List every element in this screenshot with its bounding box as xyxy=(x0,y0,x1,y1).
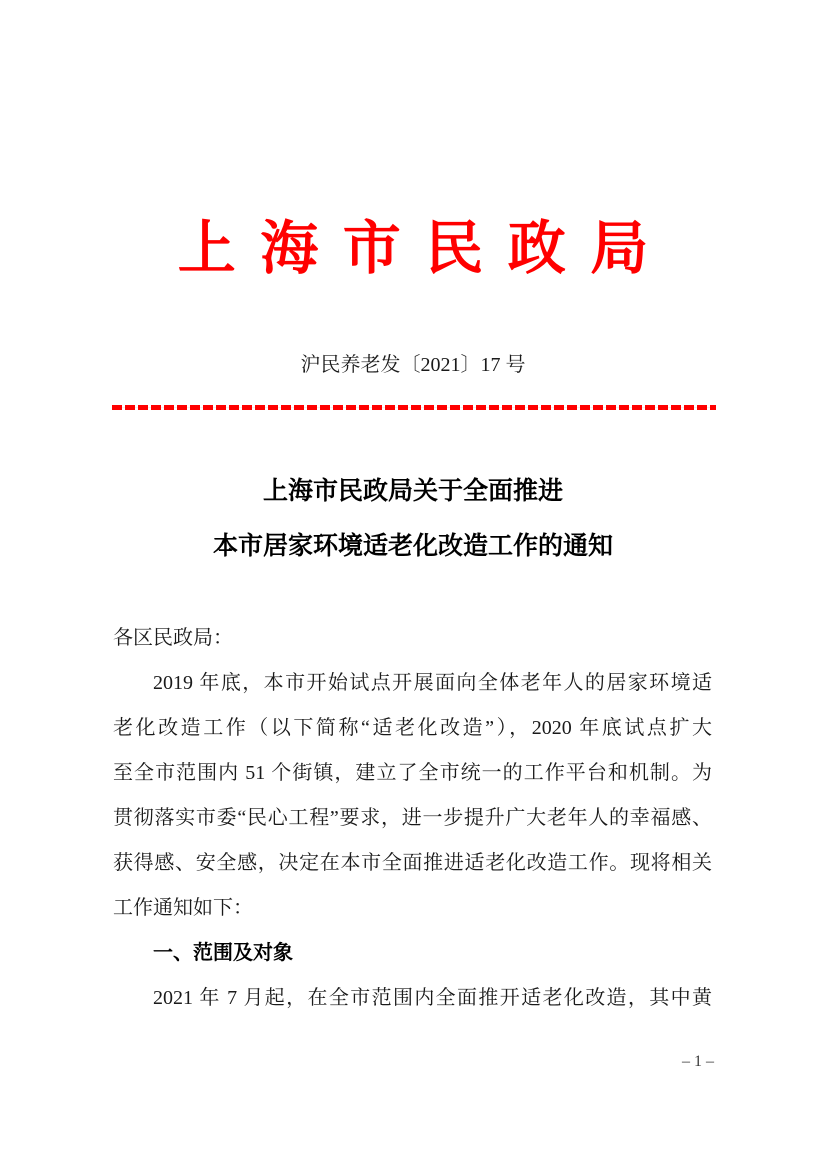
title-line-1: 上海市民政局关于全面推进 xyxy=(262,478,563,505)
paragraph-line: 老化改造工作（以下简称“适老化改造”），2020 年底试点扩大 xyxy=(113,717,712,739)
document-body xyxy=(113,616,712,1021)
document-title xyxy=(0,464,826,574)
section-heading: 一、范围及对象 xyxy=(153,942,293,964)
paragraph-line: 贯彻落实市委“民心工程”要求，进一步提升广大老年人的幸福感、 xyxy=(113,807,712,829)
salutation: 各区民政局： xyxy=(113,627,233,649)
agency-name: 上 海 市 民 政 局 xyxy=(177,216,654,281)
red-separator-line xyxy=(112,405,716,410)
paragraph-line: 2021 年 7 月起，在全市范围内全面推开适老化改造，其中黄 xyxy=(153,987,712,1009)
paragraph-line: 获得感、安全感，决定在本市全面推进适老化改造工作。现将相关 xyxy=(113,852,712,874)
paragraph-line: 工作通知如下： xyxy=(113,897,253,919)
document-number: 沪民养老发〔2021〕17 号 xyxy=(300,354,526,376)
page-number: – 1 – xyxy=(682,1053,714,1070)
paragraph-line: 2019 年底，本市开始试点开展面向全体老年人的居家环境适 xyxy=(153,672,712,694)
title-line-2: 本市居家环境适老化改造工作的通知 xyxy=(212,533,613,560)
paragraph-line: 至全市范围内 51 个街镇，建立了全市统一的工作平台和机制。为 xyxy=(113,762,712,784)
